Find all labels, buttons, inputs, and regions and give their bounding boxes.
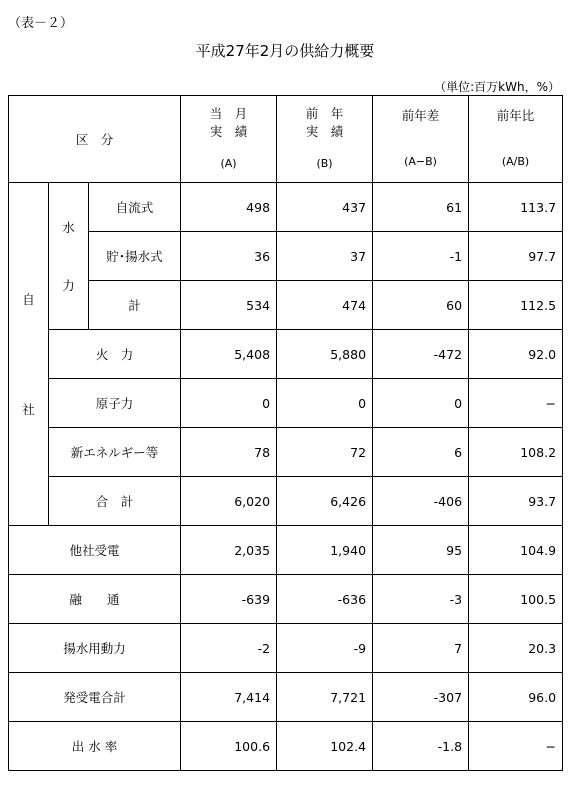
- table-row: [9, 673, 563, 722]
- cell-ratio: 100.5: [469, 575, 563, 624]
- table-row: [9, 379, 563, 428]
- cell-a: 534: [181, 281, 277, 330]
- cell-ratio: 97.7: [469, 232, 563, 281]
- cell-b: 37: [277, 232, 373, 281]
- row-label: 自流式: [89, 183, 181, 232]
- table-row: [9, 575, 563, 624]
- cell-b: 72: [277, 428, 373, 477]
- group-self-char1: 自: [22, 292, 35, 307]
- cell-b: 437: [277, 183, 373, 232]
- cell-a: 100.6: [181, 722, 277, 771]
- cell-ratio: 113.7: [469, 183, 563, 232]
- cell-diff: -1.8: [373, 722, 469, 771]
- cell-a: 36: [181, 232, 277, 281]
- cell-a: 0: [181, 379, 277, 428]
- group-self-char2: 社: [22, 402, 35, 417]
- group-hydro: [49, 183, 89, 330]
- table-row: [9, 526, 563, 575]
- group-hydro-char2: 力: [62, 278, 75, 293]
- cell-diff: 61: [373, 183, 469, 232]
- cell-b: 5,880: [277, 330, 373, 379]
- cell-b: 0: [277, 379, 373, 428]
- group-hydro-char1: 水: [62, 220, 75, 235]
- row-label: 貯･揚水式: [89, 232, 181, 281]
- page-title: 平成27年2月の供給力概要: [195, 42, 375, 60]
- cell-diff: -406: [373, 477, 469, 526]
- cell-b: 102.4: [277, 722, 373, 771]
- cell-a: -639: [181, 575, 277, 624]
- table-row: [9, 722, 563, 771]
- cell-ratio: −: [469, 722, 563, 771]
- table-row: [9, 477, 563, 526]
- cell-b: 7,721: [277, 673, 373, 722]
- header-col-b-sub: (B): [316, 157, 333, 170]
- cell-a: 7,414: [181, 673, 277, 722]
- header-col-ratio-line1: 前年比: [496, 108, 535, 123]
- row-label: 揚水用動力: [9, 624, 181, 673]
- header-col-diff-line1: 前年差: [401, 108, 440, 123]
- table-row: [9, 428, 563, 477]
- cell-a: -2: [181, 624, 277, 673]
- row-label: 融 通: [9, 575, 181, 624]
- cell-diff: -1: [373, 232, 469, 281]
- row-label: 火 力: [49, 330, 181, 379]
- cell-b: 1,940: [277, 526, 373, 575]
- cell-ratio: 20.3: [469, 624, 563, 673]
- header-col-a-line2: 実 績: [209, 124, 248, 139]
- cell-diff: 7: [373, 624, 469, 673]
- header-col-b-line2: 実 績: [305, 124, 344, 139]
- cell-diff: 95: [373, 526, 469, 575]
- header-col-diff-sub: (A−B): [404, 155, 437, 168]
- cell-ratio: 96.0: [469, 673, 563, 722]
- cell-diff: -307: [373, 673, 469, 722]
- row-label: 原子力: [49, 379, 181, 428]
- row-label: 計: [89, 281, 181, 330]
- unit-label: （単位:百万kWh，%）: [434, 80, 560, 94]
- header-col-ratio: [469, 96, 563, 183]
- cell-ratio: 104.9: [469, 526, 563, 575]
- cell-b: -9: [277, 624, 373, 673]
- cell-diff: -472: [373, 330, 469, 379]
- cell-a: 78: [181, 428, 277, 477]
- cell-b: -636: [277, 575, 373, 624]
- cell-ratio: −: [469, 379, 563, 428]
- cell-ratio: 112.5: [469, 281, 563, 330]
- cell-a: 2,035: [181, 526, 277, 575]
- header-col-b-line1: 前 年: [305, 106, 344, 121]
- header-col-a-line1: 当 月: [209, 106, 248, 121]
- cell-ratio: 93.7: [469, 477, 563, 526]
- cell-diff: -3: [373, 575, 469, 624]
- cell-ratio: 92.0: [469, 330, 563, 379]
- row-label: 新エネルギー等: [49, 428, 181, 477]
- cell-a: 5,408: [181, 330, 277, 379]
- header-col-diff: [373, 96, 469, 183]
- table-row: [9, 281, 563, 330]
- table-row: [9, 232, 563, 281]
- row-label: 合 計: [49, 477, 181, 526]
- header-col-a-sub: (A): [220, 157, 237, 170]
- row-label: 発受電合計: [9, 673, 181, 722]
- table-row: [9, 624, 563, 673]
- cell-diff: 60: [373, 281, 469, 330]
- cell-diff: 0: [373, 379, 469, 428]
- table-number: （表－２）: [8, 16, 74, 31]
- cell-b: 6,426: [277, 477, 373, 526]
- header-row: [9, 96, 563, 183]
- cell-ratio: 108.2: [469, 428, 563, 477]
- header-col-a: [181, 96, 277, 183]
- cell-diff: 6: [373, 428, 469, 477]
- cell-a: 6,020: [181, 477, 277, 526]
- table-row: [9, 183, 563, 232]
- group-self: [9, 183, 49, 526]
- header-col-ratio-sub: (A/B): [501, 155, 530, 168]
- supply-table: [8, 95, 563, 771]
- table-row: [9, 330, 563, 379]
- header-category: 区 分: [9, 96, 181, 183]
- cell-a: 498: [181, 183, 277, 232]
- row-label: 他社受電: [9, 526, 181, 575]
- row-label: 出 水 率: [9, 722, 181, 771]
- cell-b: 474: [277, 281, 373, 330]
- header-col-b: [277, 96, 373, 183]
